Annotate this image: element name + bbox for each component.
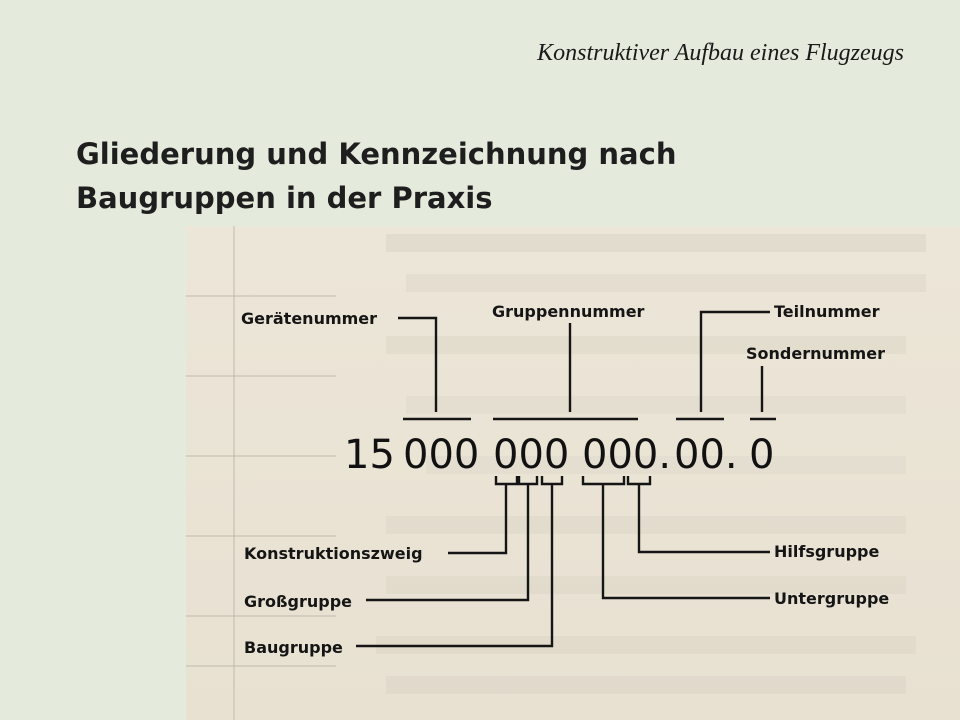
label-baugruppe: Baugruppe xyxy=(244,638,343,657)
header-title: Konstruktiver Aufbau eines Flugzeugs xyxy=(537,40,904,66)
label-sondernummer: Sondernummer xyxy=(746,344,885,363)
label-untergruppe: Untergruppe xyxy=(774,589,890,608)
slide-title xyxy=(76,132,776,220)
label-geraetenummer: Gerätenummer xyxy=(241,309,378,328)
number-part-subgroup-code: 000. xyxy=(582,432,672,478)
number-part-device: 15 xyxy=(344,432,395,478)
label-grossgruppe: Großgruppe xyxy=(244,592,353,611)
label-teilnummer: Teilnummer xyxy=(774,302,880,321)
numbering-diagram xyxy=(186,226,960,720)
label-gruppennummer: Gruppennummer xyxy=(492,302,645,321)
number-part-device-code: 000 xyxy=(403,432,480,478)
number-sequence xyxy=(344,432,774,478)
connector-baugruppe xyxy=(356,484,552,646)
label-hilfsgruppe: Hilfsgruppe xyxy=(774,542,880,561)
number-part-special-code: 0 xyxy=(749,432,775,478)
number-part-group-code: 000 xyxy=(493,432,570,478)
scanned-diagram xyxy=(186,226,960,720)
slide-title-line-1: Gliederung und Kennzeichnung nach xyxy=(76,137,677,171)
label-konstruktionszweig: Konstruktionszweig xyxy=(244,544,423,563)
number-part-part-code: 00. xyxy=(674,432,738,478)
slide-title-line-2: Baugruppen in der Praxis xyxy=(76,181,493,215)
